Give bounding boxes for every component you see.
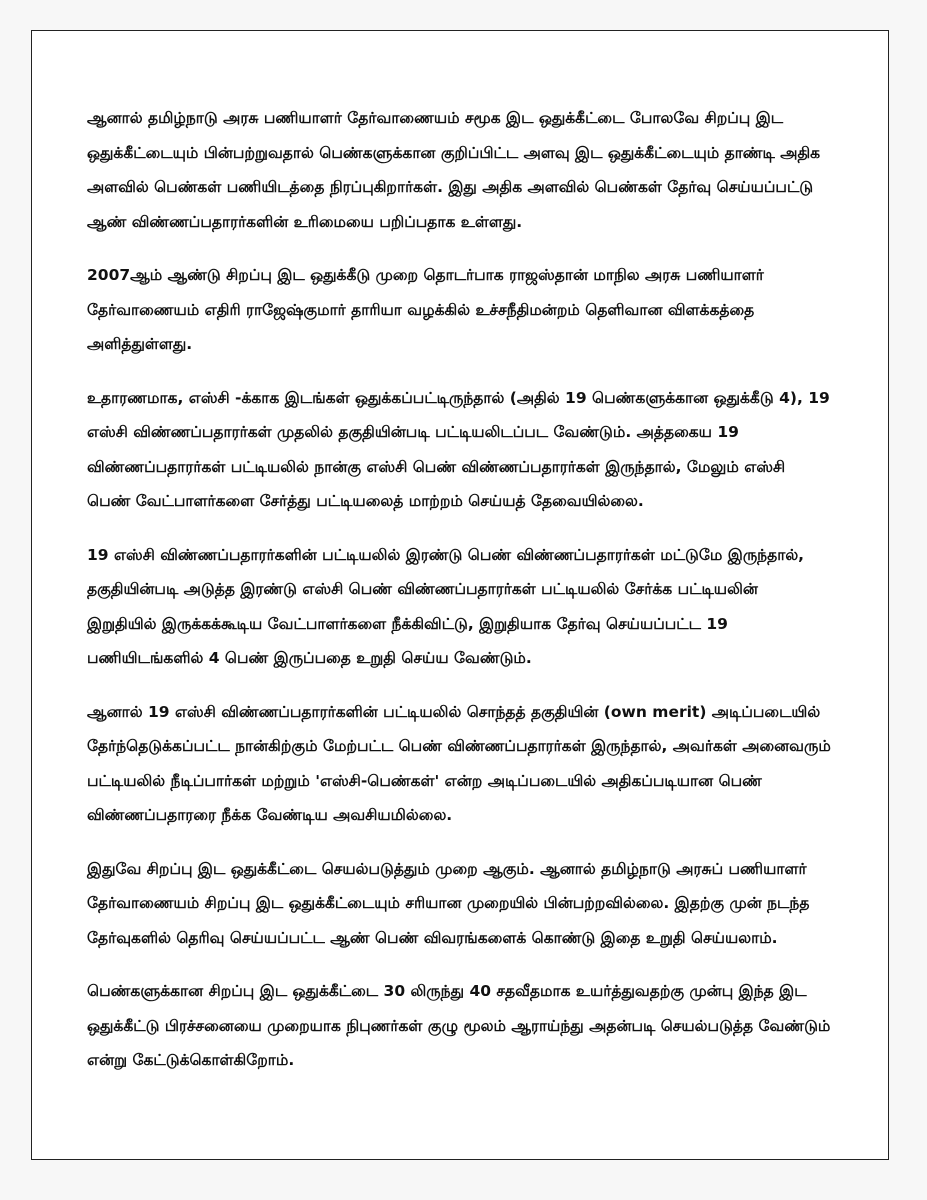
paragraph-4: 19 எஸ்சி விண்ணப்பதாரர்களின் பட்டியலில் இரண்டு பெண் விண்ணப்பதாரர்கள் மட்டுமே இருந்தால், தகுதியின்படி அடுத்த இரண்டு எஸ்சி பெண் விண்ணப்பதாரர்கள் பட்டியலில் சேர்க்க பட்டியலின் இறுதியில் இருக்கக்கூடிய வேட்பாளர்களை நீக்கிவிட்டு, இறுதியாக தேர்வு செய்யப்பட்ட 19 பணியிடங்களில் 4 பெண் இருப்பதை உறுதி செய்ய வேண்டும். — [87, 545, 805, 667]
document-page — [31, 30, 889, 1160]
paragraph-7: பெண்களுக்கான சிறப்பு இட ஒதுக்கீட்டை 30 லிருந்து 40 சதவீதமாக உயர்த்துவதற்கு முன்பு இந்த இட ஒதுக்கீட்டு பிரச்சனையை முறையாக நிபுணர்கள் குழு மூலம் ஆராய்ந்து அதன்படி செயல்படுத்த வேண்டும் என்று கேட்டுக்கொள்கிறோம். — [87, 982, 831, 1069]
paragraph-5: ஆனால் 19 எஸ்சி விண்ணப்பதாரர்களின் பட்டியலில் சொந்தத் தகுதியின் (own merit) அடிப்படையில் தேர்ந்தெடுக்கப்பட்ட நான்கிற்கும் மேற்பட்ட பெண் விண்ணப்பதாரர்கள் இருந்தால், அவர்கள் அனைவரும் பட்டியலில் நீடிப்பார்கள் மற்றும் 'எஸ்சி-பெண்கள்' என்ற அடிப்படையில் அதிகப்படியான பெண் விண்ணப்பதாரரை நீக்க வேண்டிய அவசியமில்லை. — [87, 702, 831, 824]
document-body — [87, 101, 832, 1097]
paragraph-1: ஆனால் தமிழ்நாடு அரசு பணியாளர் தேர்வாணையம் சமூக இட ஒதுக்கீட்டை போலவே சிறப்பு இட ஒதுக்கீட்டையும் பின்பற்றுவதால் பெண்களுக்கான குறிப்பிட்ட அளவு இட ஒதுக்கீட்டையும் தாண்டி அதிக அளவில் பெண்கள் பணியிடத்தை நிரப்புகிறார்கள். இது அதிக அளவில் பெண்கள் தேர்வு செய்யப்பட்டு ஆண் விண்ணப்பதாரர்களின் உரிமையை பறிப்பதாக உள்ளது. — [87, 109, 821, 231]
paragraph-3: உதாரணமாக, எஸ்சி -க்காக இடங்கள் ஒதுக்கப்பட்டிருந்தால் (அதில் 19 பெண்களுக்கான ஒதுக்கீடு 4), 19 எஸ்சி விண்ணப்பதாரர்கள் முதலில் தகுதியின்படி பட்டியலிடப்பட வேண்டும். அத்தகைய 19 விண்ணப்பதாரர்கள் பட்டியலில் நான்கு எஸ்சி பெண் விண்ணப்பதாரர்கள் இருந்தால், மேலும் எஸ்சி பெண் வேட்பாளர்களை சேர்த்து பட்டியலைத் மாற்றம் செய்யத் தேவையில்லை. — [87, 388, 830, 510]
paragraph-2: 2007ஆம் ஆண்டு சிறப்பு இட ஒதுக்கீடு முறை தொடர்பாக ராஜஸ்தான் மாநில அரசு பணியாளர் தேர்வாணையம் எதிரி ராஜேஷ்குமார் தாரியா வழக்கில் உச்சநீதிமன்றம் தெளிவான விளக்கத்தை அளித்துள்ளது. — [87, 266, 764, 353]
paragraph-6: இதுவே சிறப்பு இட ஒதுக்கீட்டை செயல்படுத்தும் முறை ஆகும். ஆனால் தமிழ்நாடு அரசுப் பணியாளர் தேர்வாணையம் சிறப்பு இட ஒதுக்கீட்டையும் சரியான முறையில் பின்பற்றவில்லை. இதற்கு முன் நடந்த தேர்வுகளில் தெரிவு செய்யப்பட்ட ஆண் பெண் விவரங்களைக் கொண்டு இதை உறுதி செய்யலாம். — [87, 859, 810, 947]
